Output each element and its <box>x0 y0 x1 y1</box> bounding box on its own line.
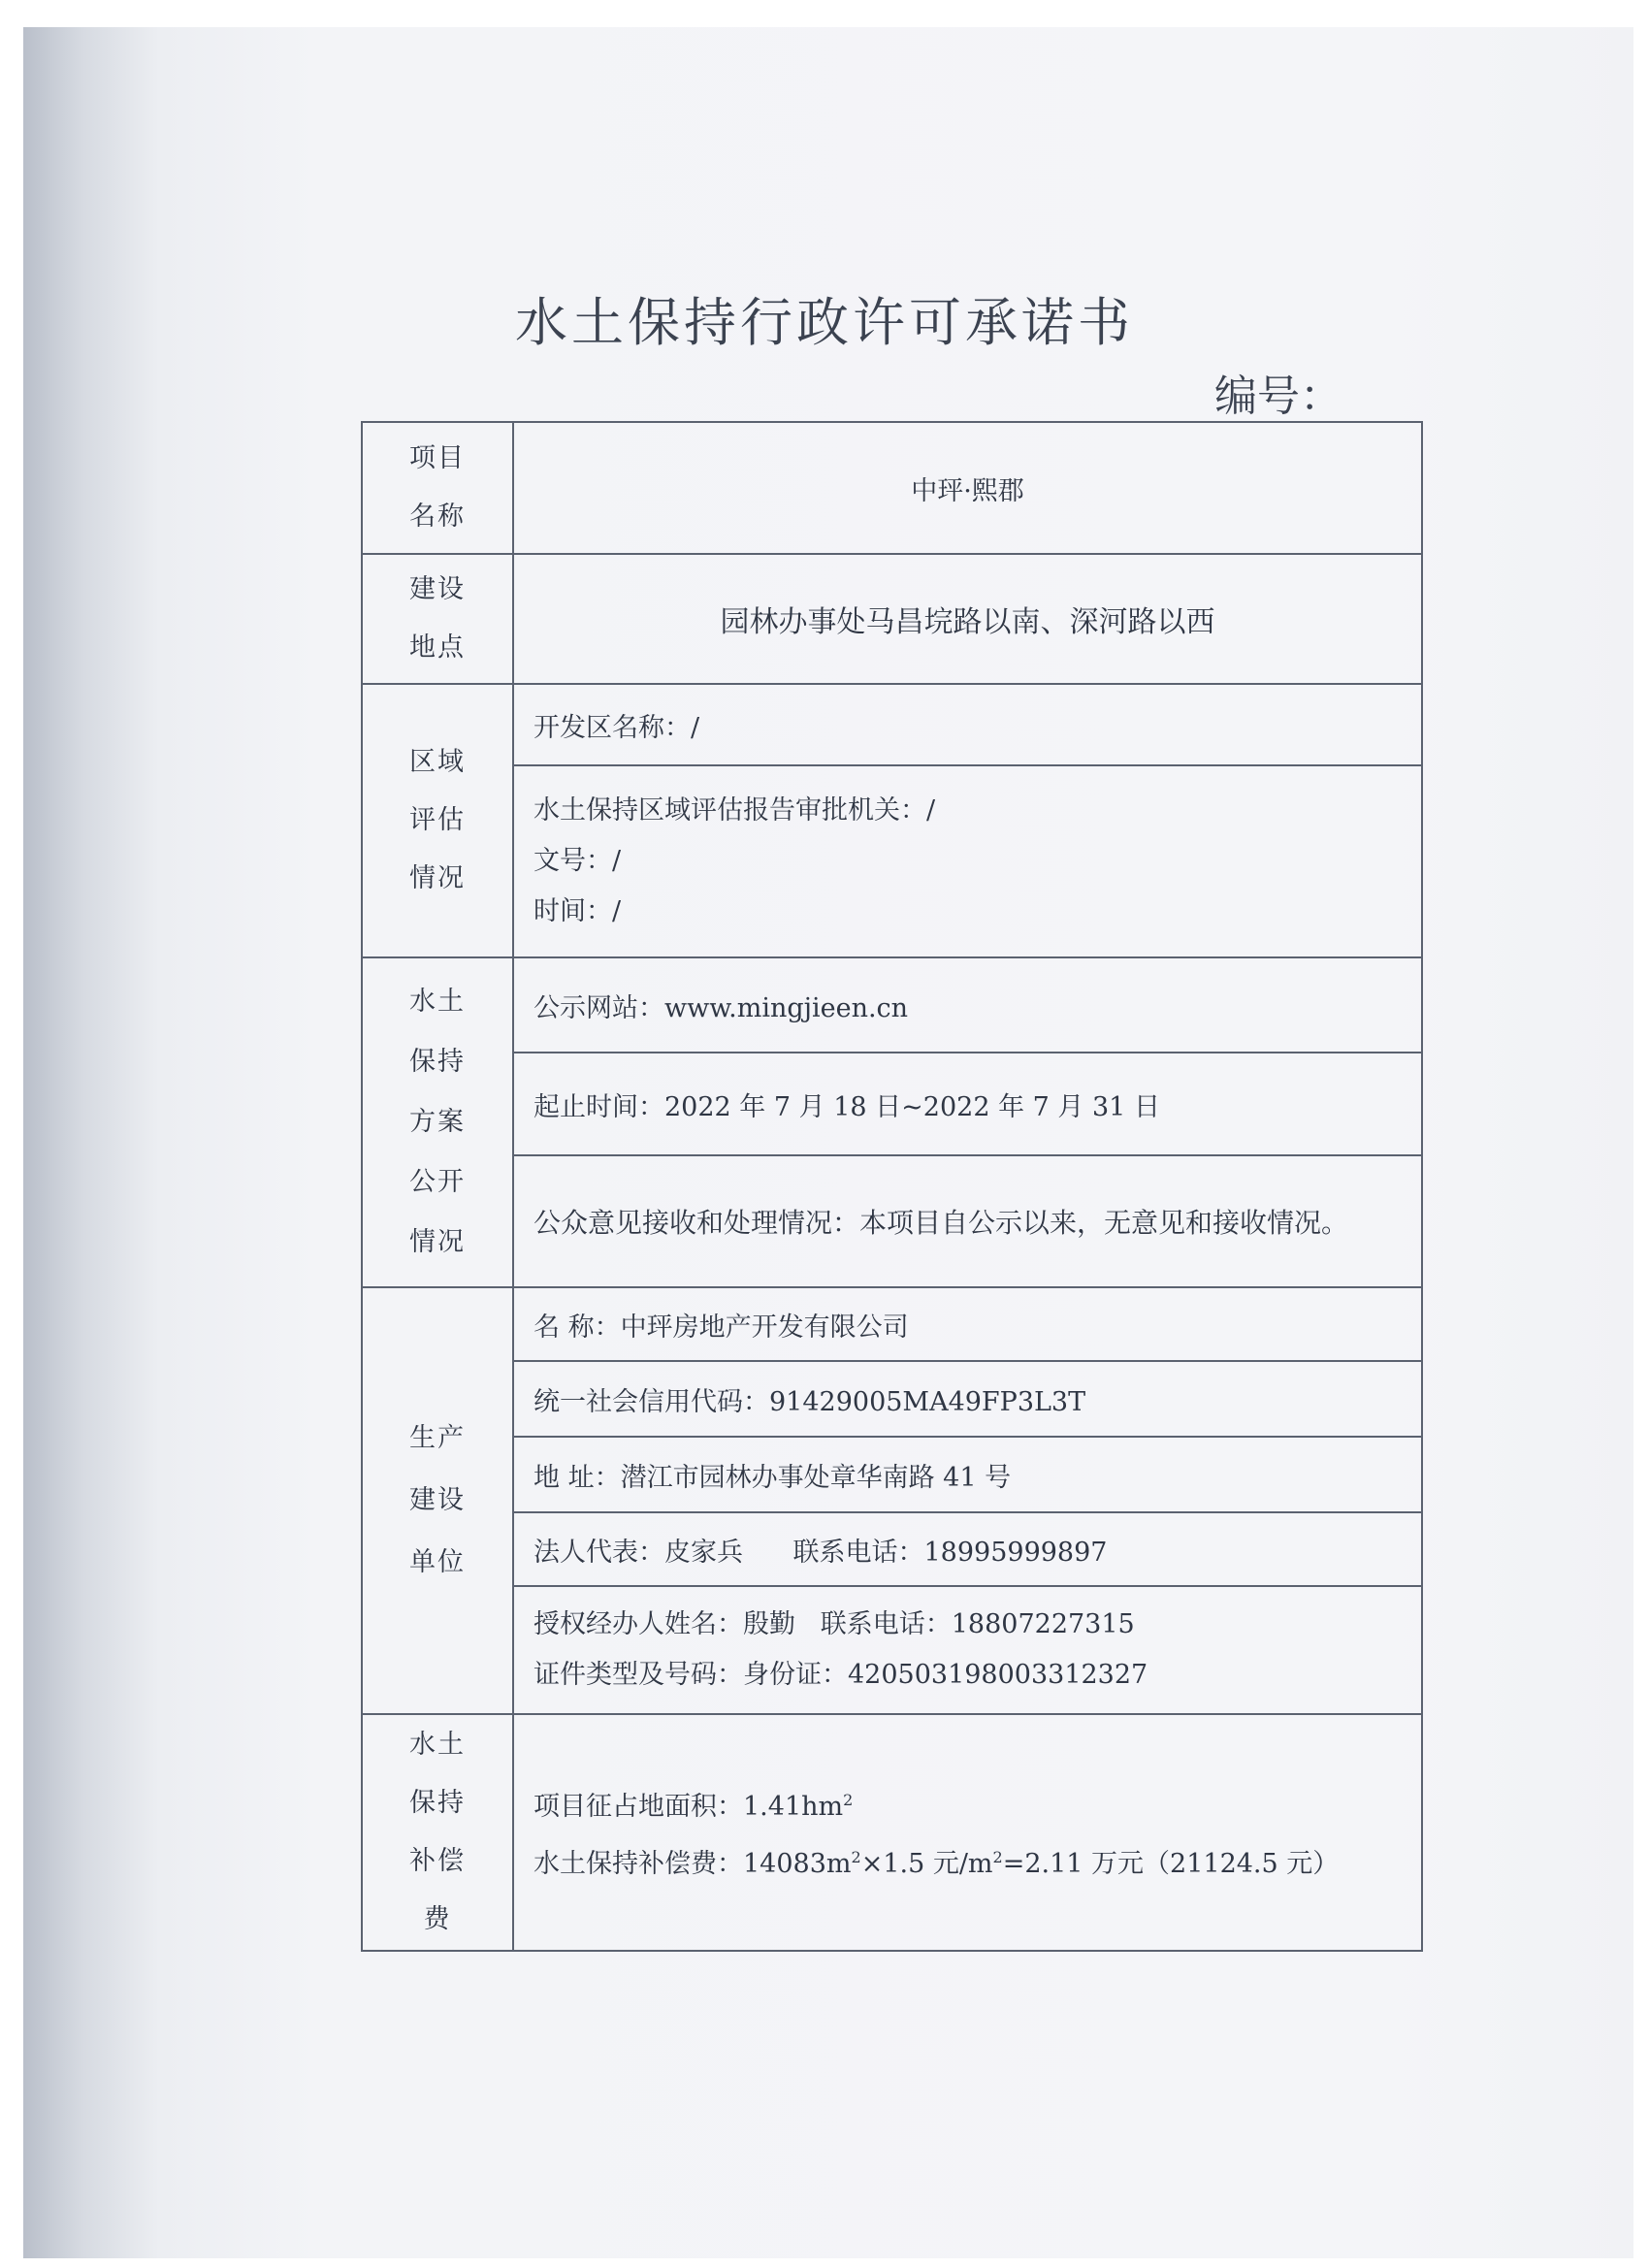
row-project-name <box>362 422 1422 554</box>
compensation-block <box>513 1714 1422 1951</box>
construction-site-value: 园林办事处马昌垸路以南、深河路以西 <box>513 554 1422 684</box>
row-constructor-agent <box>362 1586 1422 1714</box>
row-constructor-name <box>362 1287 1422 1361</box>
row-constructor-credit <box>362 1361 1422 1437</box>
compensation-fee: 水土保持补偿费：$14083m^2\times 1.5$ 元$/m^2=2.11$ 万元（21124.5 元） <box>534 1848 1340 1879</box>
row-regional-approval <box>362 765 1422 957</box>
disclosure-period: 起止时间：2022 年 7 月 18 日~2022 年 7 月 31 日 <box>513 1053 1422 1155</box>
label-regional-assessment: 区域 评估 情况 <box>362 684 513 957</box>
row-regional-devzone <box>362 684 1422 765</box>
constructor-name: 名 称：中玶房地产开发有限公司 <box>513 1287 1422 1361</box>
regional-time: 时间：/ <box>534 896 622 926</box>
regional-approval-block <box>513 765 1422 957</box>
project-name-value: 中玶·熙郡 <box>513 422 1422 554</box>
row-constructor-address <box>362 1437 1422 1512</box>
label-project-name: 项目 名称 <box>362 422 513 554</box>
label-compensation: 水土 保持 补偿 费 <box>362 1714 513 1951</box>
disclosure-feedback: 公众意见接收和处理情况：本项目自公示以来，无意见和接收情况。 <box>513 1155 1422 1287</box>
document-title: 水土保持行政许可承诺书 <box>515 292 1134 353</box>
commitment-table <box>361 421 1423 1952</box>
constructor-credit-code: 统一社会信用代码：91429005MA49FP3L3T <box>513 1361 1422 1437</box>
regional-approval-authority: 水土保持区域评估报告审批机关：/ <box>534 795 936 826</box>
row-disclosure-period <box>362 1053 1422 1155</box>
constructor-id-doc: 证件类型及号码：身份证：420503198003312327 <box>534 1660 1148 1690</box>
regional-devzone: 开发区名称：/ <box>513 684 1422 765</box>
row-disclosure-feedback <box>362 1155 1422 1287</box>
constructor-address: 地 址：潜江市园林办事处章华南路 41 号 <box>513 1437 1422 1512</box>
constructor-agent-block <box>513 1586 1422 1714</box>
row-disclosure-website <box>362 957 1422 1053</box>
regional-doc-no: 文号：/ <box>534 846 622 876</box>
compensation-area: 项目征占地面积：$1.41hm^2$ <box>534 1791 854 1822</box>
constructor-legal-rep: 法人代表：皮家兵 联系电话：18995999897 <box>513 1512 1422 1586</box>
label-plan-disclosure: 水土 保持 方案 公开 情况 <box>362 957 513 1287</box>
row-construction-site <box>362 554 1422 684</box>
row-compensation <box>362 1714 1422 1951</box>
row-constructor-legal <box>362 1512 1422 1586</box>
disclosure-website: 公示网站：www.mingjieen.cn <box>513 957 1422 1053</box>
label-construction-site: 建设 地点 <box>362 554 513 684</box>
document-number-label: 编号： <box>1214 372 1342 421</box>
constructor-agent: 授权经办人姓名：殷勤 联系电话：18807227315 <box>534 1609 1135 1639</box>
label-constructor: 生产 建设 单位 <box>362 1287 513 1714</box>
